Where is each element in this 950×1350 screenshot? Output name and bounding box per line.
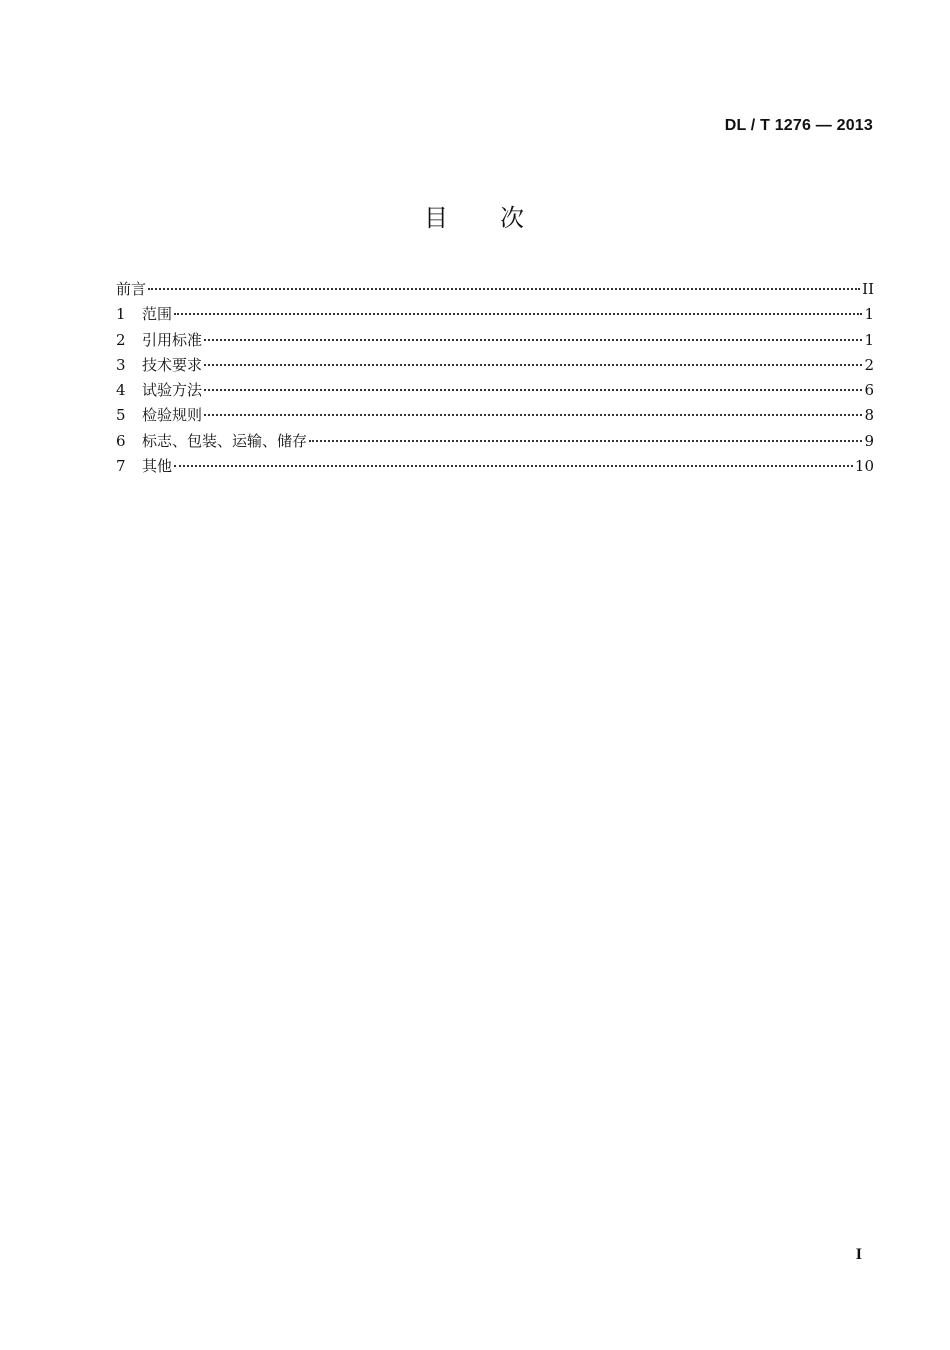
toc-entry-marking-packaging[interactable]: [116, 430, 874, 455]
toc-leader-dots: [204, 339, 862, 341]
page-title: [0, 198, 950, 233]
toc-entry-page: 9: [864, 431, 874, 450]
title-char-2: 次: [500, 204, 526, 232]
toc-entry-number: 3: [116, 355, 126, 374]
toc-entry-scope[interactable]: [116, 303, 874, 328]
toc-entry-label: 技术要求: [142, 355, 203, 374]
toc-entry-foreword[interactable]: [116, 278, 874, 303]
toc-entry-page: 1: [864, 330, 874, 349]
toc-entry-page: 8: [864, 406, 874, 425]
toc-entry-label: 试验方法: [142, 381, 203, 400]
title-char-1: 目: [424, 204, 450, 232]
toc-entry-label: 标志、包装、运输、储存: [142, 431, 308, 450]
page-number: I: [855, 1246, 862, 1263]
toc-entry-label: 检验规则: [142, 406, 203, 425]
standard-code: DL / T 1276 — 2013: [724, 117, 873, 134]
toc-entry-number: 4: [116, 381, 126, 400]
table-of-contents: [116, 278, 874, 480]
toc-entry-page: II: [862, 280, 874, 298]
toc-leader-dots: [204, 414, 862, 416]
toc-entry-page: 10: [854, 457, 874, 476]
toc-entry-requirements[interactable]: [116, 354, 874, 379]
toc-entry-page: 2: [864, 355, 874, 374]
toc-entry-number: 5: [116, 406, 126, 425]
toc-leader-dots: [148, 288, 860, 290]
toc-entry-inspection-rules[interactable]: [116, 404, 874, 429]
toc-entry-references[interactable]: [116, 329, 874, 354]
toc-entry-test-methods[interactable]: [116, 379, 874, 404]
toc-leader-dots: [309, 440, 862, 442]
toc-leader-dots: [174, 465, 853, 467]
toc-entry-number: 2: [116, 330, 126, 349]
toc-entry-other[interactable]: [116, 455, 874, 480]
toc-entry-page: 1: [864, 305, 874, 324]
toc-entry-page: 6: [864, 381, 874, 400]
toc-entry-label: 前言: [116, 280, 147, 298]
toc-leader-dots: [204, 364, 862, 366]
toc-entry-label: 引用标准: [142, 330, 203, 349]
toc-entry-number: 1: [116, 305, 126, 324]
toc-leader-dots: [204, 389, 862, 391]
toc-entry-label: 范围: [142, 305, 173, 324]
toc-entry-label: 其他: [142, 457, 173, 476]
toc-entry-number: 6: [116, 431, 126, 450]
toc-entry-number: 7: [116, 457, 126, 476]
toc-leader-dots: [174, 313, 862, 315]
